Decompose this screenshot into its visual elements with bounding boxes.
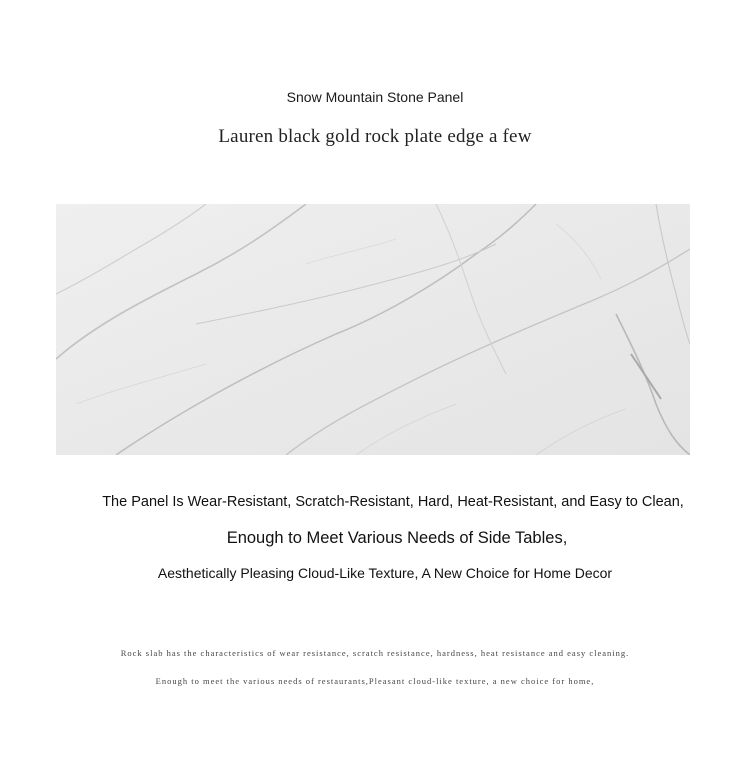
feature-line-1: The Panel Is Wear-Resistant, Scratch-Resistant, Hard, Heat-Resistant, and Easy to Clean, — [102, 494, 684, 510]
page-subtitle: Lauren black gold rock plate edge a few — [218, 126, 532, 147]
marble-panel-image — [56, 204, 690, 455]
feature-line-2: Enough to Meet Various Needs of Side Tables, — [226, 529, 568, 547]
description-line-2: Enough to meet the various needs of restaurants,Pleasant cloud-like texture, a new choice for home, — [155, 676, 595, 686]
feature-line-3: Aesthetically Pleasing Cloud-Like Texture, A New Choice for Home Decor — [157, 565, 613, 581]
description-line-1: Rock slab has the characteristics of wear resistance, scratch resistance, hardness, heat resistance and easy cleaning. — [120, 648, 630, 658]
page-title: Snow Mountain Stone Panel — [286, 89, 464, 105]
